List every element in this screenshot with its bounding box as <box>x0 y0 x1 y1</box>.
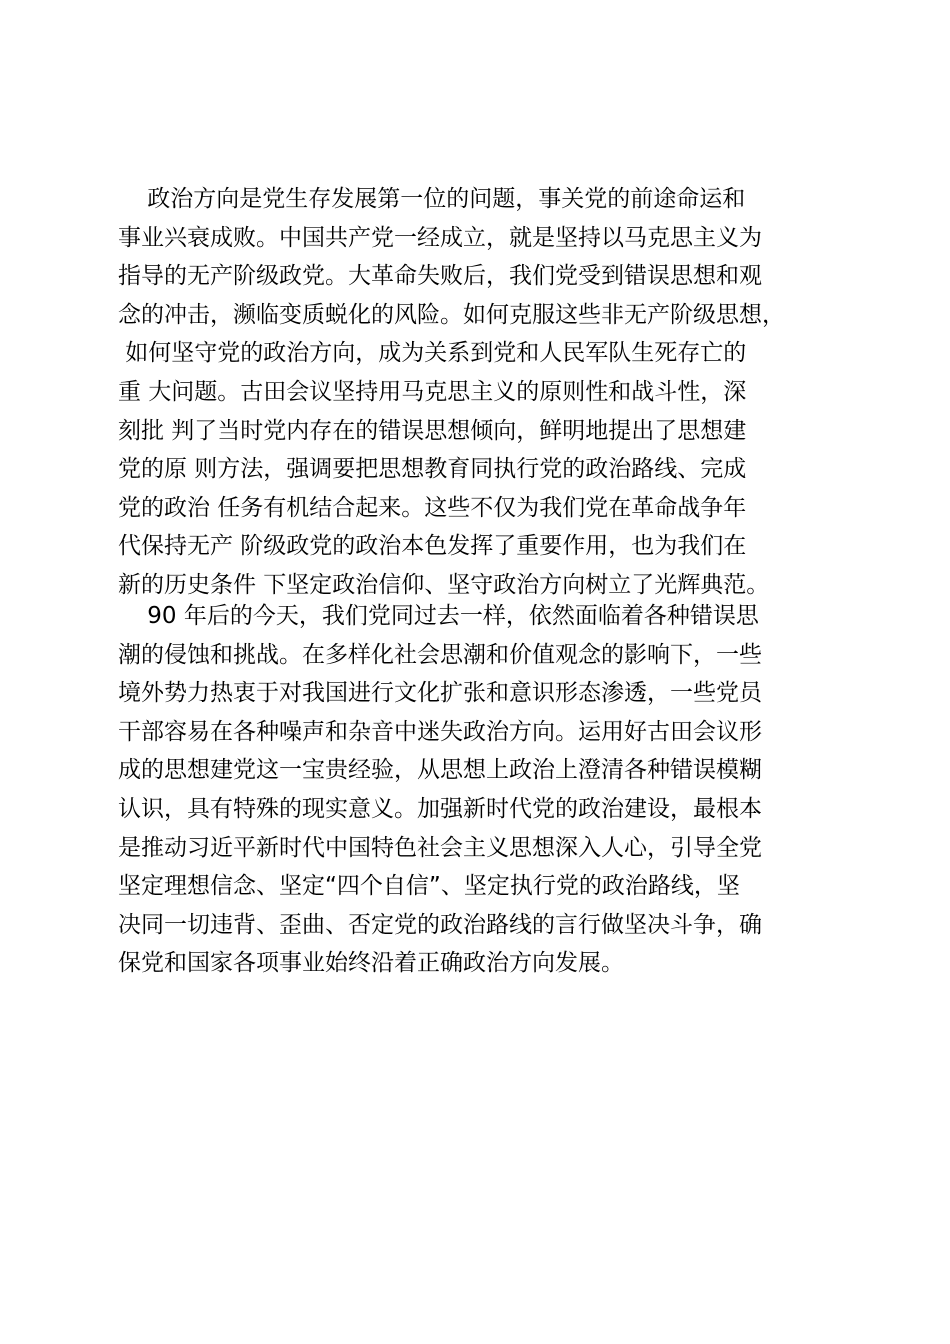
text-line: 政治方向是党生存发展第一位的问题，事关党的前途命运和 <box>118 186 746 212</box>
text-line: 认识，具有特殊的现实意义。加强新时代党的政治建设，最根本 <box>118 795 762 822</box>
text-line: 境外势力热衷于对我国进行文化扩张和意识形态渗透，一些党员 <box>118 680 762 707</box>
text-line: 潮的侵蚀和挑战。在多样化社会思潮和价值观念的影响下，一些 <box>118 641 762 668</box>
text-line: 代保持无产 阶级政党的政治本色发挥了重要作用，也为我们在 <box>118 533 747 560</box>
text-line: 重 大问题。古田会议坚持用马克思主义的原则性和战斗性，深 <box>118 378 747 405</box>
text-line: 念的冲击，濒临变质蜕化的风险。如何克服这些非无产阶级思想， <box>118 301 785 328</box>
paragraph-political-direction <box>118 180 838 605</box>
text-line: 成的思想建党这一宝贵经验，从思想上政治上澄清各种错误模糊 <box>118 757 762 784</box>
text-line: 新的历史条件 下坚定政治信仰、坚守政治方向树立了光辉典范。 <box>118 571 770 598</box>
text-line: 保党和国家各项事业始终沿着正确政治方向发展。 <box>118 950 624 977</box>
text-line: 如何坚守党的政治方向，成为关系到党和人民军队生死存亡的 <box>118 340 747 367</box>
text-line: 决同一切违背、歪曲、否定党的政治路线的言行做坚决斗争，确 <box>118 911 762 938</box>
text-line: 事业兴衰成败。中国共产党一经成立，就是坚持以马克思主义为 <box>118 224 762 251</box>
text-line: 党的原 则方法，强调要把思想教育同执行党的政治路线、完成 <box>118 456 747 483</box>
paragraph-today-challenges <box>118 597 838 983</box>
text-line: 指导的无产阶级政党。大革命失败后，我们党受到错误思想和观 <box>118 263 762 290</box>
text-line: 是推动习近平新时代中国特色社会主义思想深入人心，引导全党 <box>118 834 762 861</box>
text-line: 坚定理想信念、坚定“四个自信”、坚定执行党的政治路线，坚 <box>118 873 740 900</box>
text-line: 刻批 判了当时党内存在的错误思想倾向，鲜明地提出了思想建 <box>118 417 747 444</box>
text-line: 90 年后的今天，我们党同过去一样，依然面临着各种错误思 <box>118 603 759 629</box>
text-line: 干部容易在各种噪声和杂音中迷失政治方向。运用好古田会议形 <box>118 718 762 745</box>
text-line: 党的政治 任务有机结合起来。这些不仅为我们党在革命战争年 <box>118 494 747 521</box>
